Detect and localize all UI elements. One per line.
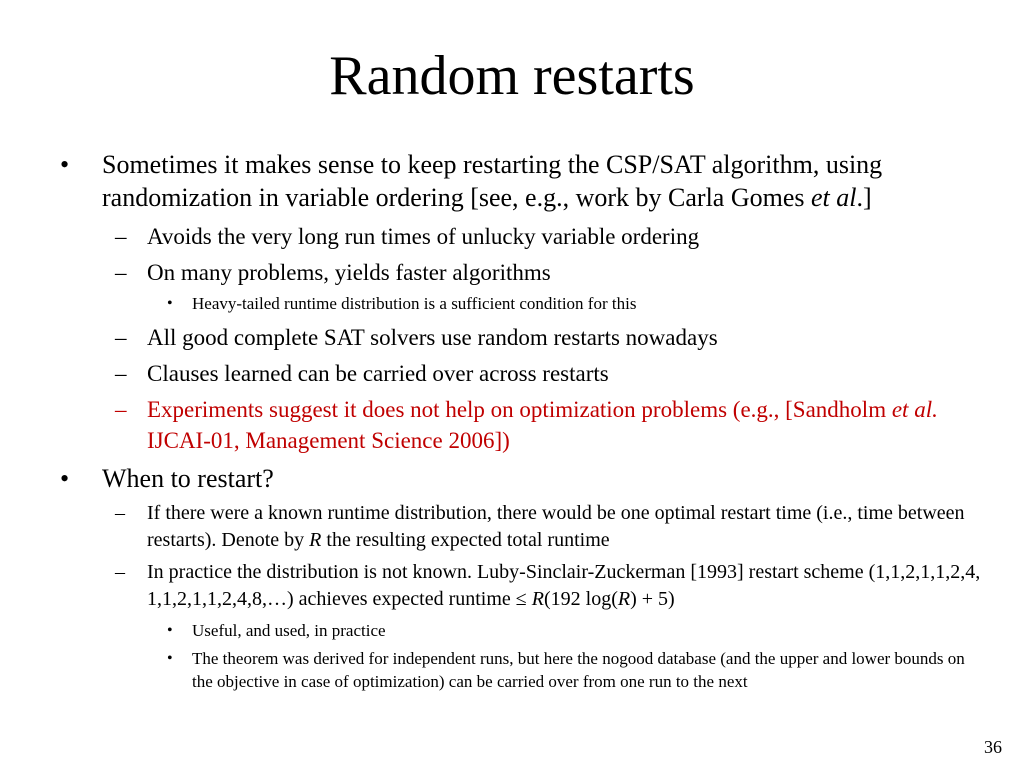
sub-sub-bullet-text: Heavy-tailed runtime distribution is a sufficient condition for this [192,294,637,313]
bullet-text-part: .] [856,183,872,212]
page-number: 36 [984,737,1002,757]
sub-bullet-text-italic: et al. [891,397,938,422]
sub-bullet-text-italic: R [309,529,322,551]
bullet-text-part: Sometimes it makes sense to keep restarting the CSP/SAT algorithm, using randomization in variable ordering [see, e.g., work by Carla Gomes [102,150,883,212]
sub-bullet-text [147,500,992,554]
sub-sub-bullet-text: The theorem was derived for independent runs, but here the nogood database (and the upper and lower bounds on the objective in case of optimization) can be carried over from one run to the next [192,649,965,691]
sub-sub-bullet-useful [167,619,982,642]
sub-sub-bullet-text: Useful, and used, in practice [192,621,386,640]
sub-bullet-text: All good complete SAT solvers use random restarts nowadays [147,325,718,350]
sub-bullet-text-italic: R [531,588,544,610]
sub-bullet-optimization-experiments [115,394,987,456]
dash-marker: – [115,260,127,285]
sub-bullet-text: On many problems, yields faster algorithms [147,260,551,285]
sub-bullet-text-part: (192 log( [543,588,618,610]
sub-bullet-text [147,559,992,613]
sub-sub-bullet-theorem [167,647,982,693]
sub-bullet-luby-scheme [115,559,992,613]
dash-marker: – [115,325,127,350]
dash-marker: – [115,361,127,386]
sub-bullet-faster-algorithms [115,257,987,288]
sub-bullet-text [147,394,987,456]
sub-bullet-text-part: the resulting expected total runtime [321,529,610,551]
bullet-marker: • [167,295,173,312]
sub-bullet-clauses-learned [115,358,987,389]
slide-title: Random restarts [329,45,695,107]
bullet-marker: • [60,150,70,179]
dash-marker: – [115,224,127,249]
sub-bullet-text-part: IJCAI-01, Management Science 2006]) [147,428,510,453]
bullet-when-to-restart [60,462,982,495]
sub-bullet-text-italic: R [617,588,631,610]
sub-sub-bullet-heavy-tailed [167,292,982,315]
sub-bullet-text: Clauses learned can be carried over across restarts [147,361,609,386]
dash-marker: – [115,561,125,583]
bullet-text [102,148,982,214]
dash-marker: – [115,502,125,524]
sub-bullet-text-part: Experiments suggest it does not help on optimization problems (e.g., [Sandholm [147,397,892,422]
dash-marker: – [115,397,127,422]
bullet-marker: • [60,464,70,493]
sub-bullet-text-part: In practice the distribution is not known. Luby-Sinclair-Zuckerman [1993] restart scheme (1,1,2,1,1,2,4, 1,1,2,1,1,2,4,8,…) achieves expected runtime ≤ [147,561,981,610]
bullet-restart-rationale [60,148,982,214]
bullet-marker: • [167,622,173,639]
bullet-text: When to restart? [102,464,274,493]
bullet-text-italic: et al [811,183,857,212]
sub-bullet-text-part: ) + 5) [630,588,675,610]
sub-bullet-known-distribution [115,500,992,554]
sub-bullet-unlucky-ordering [115,221,987,252]
bullet-marker: • [167,650,173,667]
sub-bullet-text-part: If there were a known runtime distribution, there would be one optimal restart time (i.e., time between restarts). Denote by [147,502,965,551]
sub-bullet-text: Avoids the very long run times of unlucky variable ordering [147,224,700,249]
sub-bullet-sat-solvers [115,322,987,353]
